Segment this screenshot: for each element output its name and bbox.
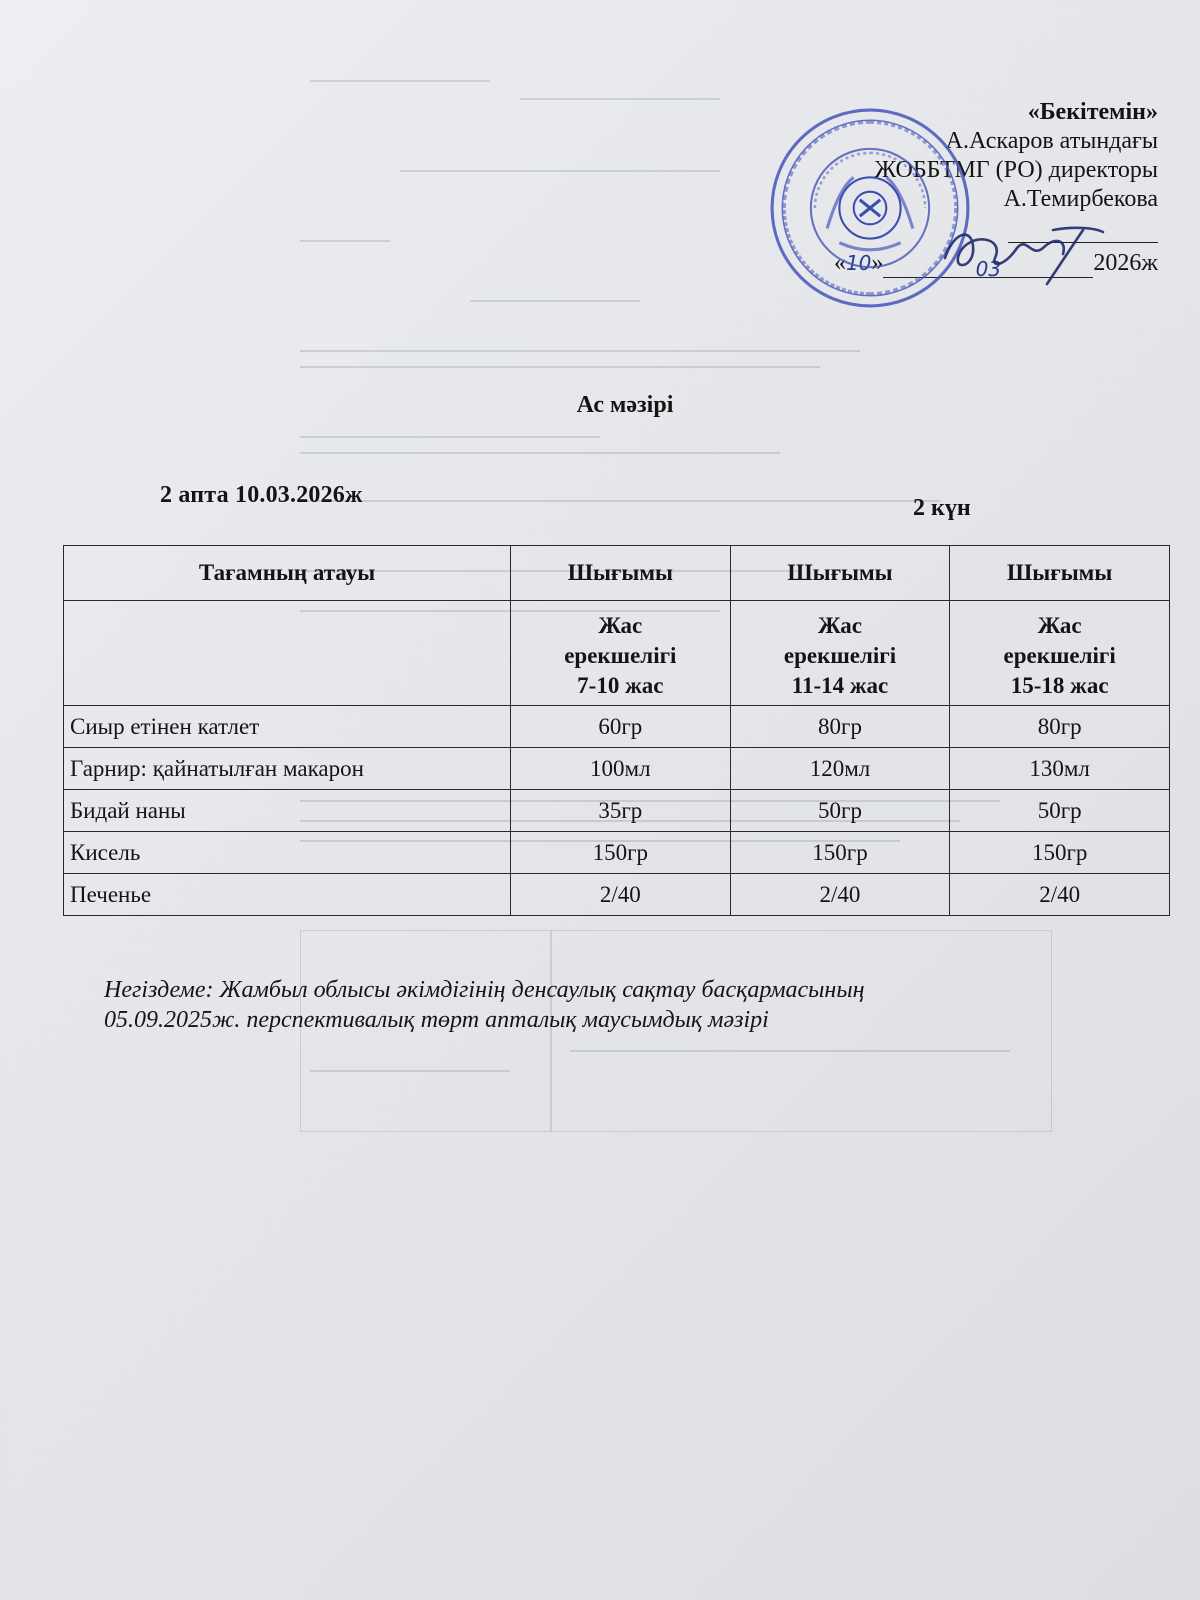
basis-line-1: Негіздеме: Жамбыл облысы әкімдігінің денсаулық сақтау басқармасының [104, 977, 865, 1003]
portion-7-10: 100мл [511, 748, 731, 790]
approval-director-name: А.Темирбекова [1003, 186, 1158, 212]
approval-title: «Бекітемін» [1027, 99, 1158, 125]
age-label-mid: ерекшелігі [564, 643, 677, 668]
header-output-3: Шығымы [950, 546, 1170, 601]
table-row [64, 874, 1170, 916]
table-age-row [64, 601, 1170, 706]
age-label-top: Жас [598, 613, 643, 638]
age-label-mid: ерекшелігі [1003, 643, 1116, 668]
portion-7-10: 60гр [511, 706, 731, 748]
date-year: 2026ж [1093, 250, 1158, 276]
table-header-row [64, 546, 1170, 601]
age-group-2 [730, 601, 950, 706]
table-row [64, 790, 1170, 832]
header-dish-name: Тағамның атауы [64, 546, 511, 601]
week-date-info: 2 апта 10.03.2026ж [160, 482, 363, 508]
dish-name: Гарнир: қайнатылған макарон [64, 748, 511, 790]
portion-11-14: 150гр [730, 832, 950, 874]
portion-15-18: 2/40 [950, 874, 1170, 916]
table-row [64, 706, 1170, 748]
portion-11-14: 2/40 [730, 874, 950, 916]
day-info: 2 күн [913, 495, 971, 521]
age-label-top: Жас [1037, 613, 1082, 638]
document-title: Ас мәзірі [576, 392, 674, 418]
age-range: 7-10 жас [577, 673, 664, 698]
dish-name: Сиыр етінен катлет [64, 706, 511, 748]
portion-7-10: 35гр [511, 790, 731, 832]
portion-7-10: 2/40 [511, 874, 731, 916]
date-quote-close: » [871, 250, 884, 276]
date-quote-open: « [833, 250, 846, 276]
age-range: 11-14 жас [791, 673, 889, 698]
dish-name: Кисель [64, 832, 511, 874]
portion-15-18: 50гр [950, 790, 1170, 832]
portion-11-14: 120мл [730, 748, 950, 790]
age-range: 15-18 жас [1010, 673, 1109, 698]
age-group-1 [511, 601, 731, 706]
basis-line-2: 05.09.2025ж. перспективалық төрт апталық маусымдық мәзірі [104, 1007, 769, 1033]
age-empty-cell [64, 601, 511, 706]
menu-table [63, 545, 1170, 916]
portion-15-18: 80гр [950, 706, 1170, 748]
age-label-mid: ерекшелігі [783, 643, 897, 668]
age-label-top: Жас [818, 613, 862, 638]
age-group-3 [950, 601, 1170, 706]
header-output-1: Шығымы [511, 546, 731, 601]
date-day: 10 [845, 251, 872, 275]
table-row [64, 832, 1170, 874]
basis-note [104, 975, 1104, 1035]
portion-11-14: 50гр [730, 790, 950, 832]
portion-7-10: 150гр [511, 832, 731, 874]
approval-position: ЖОББТМГ (РО) директоры [874, 157, 1158, 183]
table-row [64, 748, 1170, 790]
approval-school: А.Аскаров атындағы [945, 128, 1158, 154]
header-output-2: Шығымы [730, 546, 950, 601]
date-month: 03 [975, 257, 1002, 281]
portion-15-18: 130мл [950, 748, 1170, 790]
portion-15-18: 150гр [950, 832, 1170, 874]
portion-11-14: 80гр [730, 706, 950, 748]
dish-name: Печенье [64, 874, 511, 916]
director-signature-icon [935, 218, 1105, 288]
dish-name: Бидай наны [64, 790, 511, 832]
